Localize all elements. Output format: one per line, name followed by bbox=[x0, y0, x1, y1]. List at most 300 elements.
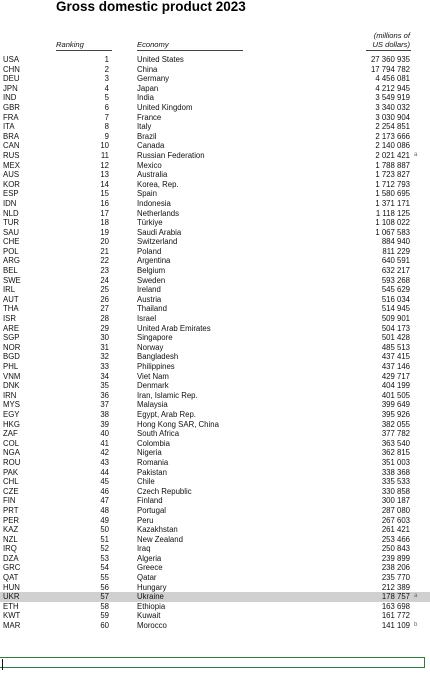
economy-name: Egypt, Arab Rep. bbox=[137, 409, 196, 419]
table-row[interactable] bbox=[0, 199, 430, 209]
footnote-marker: b bbox=[414, 622, 418, 629]
economy-name: Finland bbox=[137, 496, 163, 506]
economy-code: GBR bbox=[3, 102, 20, 112]
gdp-value: 504 173 bbox=[381, 323, 410, 333]
gdp-value: 163 698 bbox=[381, 601, 410, 611]
rank-cell: 5 bbox=[104, 93, 109, 103]
rank-cell: 4 bbox=[104, 83, 109, 93]
economy-code: IRL bbox=[3, 285, 16, 295]
rank-cell: 40 bbox=[100, 429, 109, 439]
selected-row-outline bbox=[0, 657, 425, 668]
table-row[interactable] bbox=[0, 400, 430, 410]
gdp-value: 401 505 bbox=[381, 390, 410, 400]
table-row[interactable] bbox=[0, 151, 430, 161]
economy-name: Kazakhstan bbox=[137, 525, 178, 535]
rank-cell: 30 bbox=[100, 333, 109, 343]
economy-code: BGD bbox=[3, 352, 20, 362]
economy-code: EGY bbox=[3, 409, 20, 419]
economy-name: Argentina bbox=[137, 256, 171, 266]
gdp-value: 1 580 695 bbox=[375, 189, 410, 199]
economy-code: PRT bbox=[3, 505, 19, 515]
rank-cell: 59 bbox=[100, 611, 109, 621]
rank-cell: 60 bbox=[100, 621, 109, 631]
economy-code: POL bbox=[3, 246, 19, 256]
economy-name: Bangladesh bbox=[137, 352, 179, 362]
footnote-marker: a bbox=[414, 151, 418, 158]
economy-code: KWT bbox=[3, 611, 21, 621]
economy-name: Singapore bbox=[137, 333, 173, 343]
gdp-value: 516 034 bbox=[381, 294, 410, 304]
table-row[interactable] bbox=[0, 448, 430, 458]
gdp-value: 437 415 bbox=[381, 352, 410, 362]
table-row[interactable] bbox=[0, 333, 430, 343]
rank-cell: 6 bbox=[104, 102, 109, 112]
economy-name: Belgium bbox=[137, 266, 166, 276]
gdp-value: 1 118 125 bbox=[375, 208, 410, 218]
economy-code: IRQ bbox=[3, 544, 17, 554]
economy-name: Ethiopia bbox=[137, 601, 166, 611]
economy-name: Germany bbox=[137, 74, 170, 84]
rank-cell: 57 bbox=[100, 592, 109, 602]
rank-cell: 29 bbox=[100, 323, 109, 333]
gdp-value: 300 187 bbox=[381, 496, 410, 506]
economy-code: ZAF bbox=[3, 429, 18, 439]
rank-cell: 25 bbox=[100, 285, 109, 295]
economy-name: Romania bbox=[137, 457, 169, 467]
economy-name: Colombia bbox=[137, 438, 170, 448]
economy-name: Iraq bbox=[137, 544, 151, 554]
table-row[interactable] bbox=[0, 429, 430, 439]
table-row[interactable] bbox=[0, 276, 430, 286]
economy-code: VNM bbox=[3, 371, 21, 381]
economy-name: Hungary bbox=[137, 582, 167, 592]
economy-code: USA bbox=[3, 55, 20, 64]
table-row[interactable] bbox=[0, 420, 430, 430]
economy-name: United States bbox=[137, 55, 184, 64]
units-header-line1: (millions of bbox=[373, 31, 410, 40]
gdp-value: 429 717 bbox=[381, 371, 410, 381]
rank-cell: 32 bbox=[100, 352, 109, 362]
table-row[interactable] bbox=[0, 468, 430, 478]
economy-name: Mexico bbox=[137, 160, 162, 170]
rank-cell: 56 bbox=[100, 582, 109, 592]
gdp-table bbox=[0, 55, 430, 631]
economy-code: FRA bbox=[3, 112, 19, 122]
economy-name: Viet Nam bbox=[137, 371, 169, 381]
gdp-value: 17 794 782 bbox=[370, 64, 410, 74]
table-row[interactable] bbox=[0, 487, 430, 497]
rank-cell: 7 bbox=[104, 112, 109, 122]
economy-name: Australia bbox=[137, 170, 168, 180]
table-row[interactable] bbox=[0, 372, 430, 382]
economy-name: Ireland bbox=[137, 285, 161, 295]
economy-code: GRC bbox=[3, 563, 21, 573]
rank-cell: 45 bbox=[100, 477, 109, 487]
economy-name: United Arab Emirates bbox=[137, 323, 211, 333]
rank-cell: 18 bbox=[100, 218, 109, 228]
rank-cell: 48 bbox=[100, 505, 109, 515]
table-row[interactable] bbox=[0, 55, 430, 65]
economy-code: DNK bbox=[3, 381, 20, 391]
economy-code: IND bbox=[3, 93, 17, 103]
rank-cell: 38 bbox=[100, 409, 109, 419]
gdp-value: 3 030 904 bbox=[375, 112, 410, 122]
table-row[interactable] bbox=[0, 141, 430, 151]
economy-code: IRN bbox=[3, 390, 17, 400]
gdp-value: 335 533 bbox=[381, 477, 410, 487]
economy-code: ESP bbox=[3, 189, 19, 199]
economy-code: KAZ bbox=[3, 525, 19, 535]
gdp-value: 1 067 583 bbox=[375, 227, 410, 237]
rank-cell: 2 bbox=[104, 64, 109, 74]
economy-code: HUN bbox=[3, 582, 20, 592]
gdp-value: 238 206 bbox=[381, 563, 410, 573]
economy-code: SWE bbox=[3, 275, 21, 285]
gdp-value: 1 712 793 bbox=[375, 179, 410, 189]
table-row[interactable] bbox=[0, 209, 430, 219]
economy-code: DZA bbox=[3, 553, 19, 563]
economy-name: Sweden bbox=[137, 275, 166, 285]
rank-cell: 41 bbox=[100, 438, 109, 448]
economy-name: Saudi Arabia bbox=[137, 227, 182, 237]
economy-name: Nigeria bbox=[137, 448, 162, 458]
economy-name: Israel bbox=[137, 314, 157, 324]
table-row[interactable] bbox=[0, 391, 430, 401]
economy-code: QAT bbox=[3, 573, 19, 583]
table-row[interactable] bbox=[0, 324, 430, 334]
rank-cell: 39 bbox=[100, 419, 109, 429]
table-row[interactable] bbox=[0, 295, 430, 305]
economy-code: RUS bbox=[3, 150, 20, 160]
rank-cell: 37 bbox=[100, 400, 109, 410]
rank-cell: 3 bbox=[104, 74, 109, 84]
rank-cell: 1 bbox=[104, 55, 109, 64]
rank-cell: 28 bbox=[100, 314, 109, 324]
gdp-value: 2 140 086 bbox=[375, 141, 410, 151]
table-row[interactable] bbox=[0, 525, 430, 535]
gdp-value: 178 757 bbox=[381, 592, 410, 602]
economy-code: THA bbox=[3, 304, 19, 314]
table-row[interactable] bbox=[0, 247, 430, 257]
table-row[interactable] bbox=[0, 180, 430, 190]
units-header-line2: US dollars) bbox=[372, 40, 410, 49]
rank-cell: 36 bbox=[100, 390, 109, 400]
gdp-value: 593 268 bbox=[381, 275, 410, 285]
table-row[interactable] bbox=[0, 563, 430, 573]
table-row[interactable] bbox=[0, 93, 430, 103]
economy-code: TUR bbox=[3, 218, 20, 228]
rank-cell: 51 bbox=[100, 534, 109, 544]
gdp-value: 212 389 bbox=[381, 582, 410, 592]
economy-code: ITA bbox=[3, 122, 15, 132]
ranking-header-underline bbox=[56, 50, 112, 51]
economy-name: Russian Federation bbox=[137, 150, 205, 160]
rank-cell: 9 bbox=[104, 131, 109, 141]
economy-name: Portugal bbox=[137, 505, 167, 515]
gdp-value: 632 217 bbox=[381, 266, 410, 276]
economy-name: France bbox=[137, 112, 162, 122]
economy-name: Malaysia bbox=[137, 400, 168, 410]
table-row[interactable] bbox=[0, 228, 430, 238]
economy-code: CAN bbox=[3, 141, 20, 151]
gdp-value: 161 772 bbox=[381, 611, 410, 621]
table-row[interactable] bbox=[0, 362, 430, 372]
rank-cell: 12 bbox=[100, 160, 109, 170]
economy-name: Philippines bbox=[137, 362, 175, 371]
economy-name: China bbox=[137, 64, 158, 74]
economy-name: Norway bbox=[137, 342, 164, 352]
table-row[interactable] bbox=[0, 621, 430, 631]
table-row[interactable] bbox=[0, 65, 430, 75]
table-row[interactable] bbox=[0, 84, 430, 94]
table-row[interactable] bbox=[0, 496, 430, 506]
economy-code: CHE bbox=[3, 237, 20, 247]
table-row[interactable] bbox=[0, 218, 430, 228]
table-row[interactable] bbox=[0, 122, 430, 132]
rank-cell: 17 bbox=[100, 208, 109, 218]
table-row[interactable] bbox=[0, 544, 430, 554]
rank-cell: 26 bbox=[100, 294, 109, 304]
rank-cell: 23 bbox=[100, 266, 109, 276]
rank-cell: 35 bbox=[100, 381, 109, 391]
gdp-value: 3 340 032 bbox=[375, 102, 410, 112]
rank-cell: 49 bbox=[100, 515, 109, 525]
economy-name: Italy bbox=[137, 122, 152, 132]
economy-name: Netherlands bbox=[137, 208, 180, 218]
economy-header-underline bbox=[137, 50, 243, 51]
gdp-value: 239 899 bbox=[381, 553, 410, 563]
economy-code: PAK bbox=[3, 467, 19, 477]
economy-code: BRA bbox=[3, 131, 20, 141]
gdp-value: 1 108 022 bbox=[375, 218, 410, 228]
economy-code: KOR bbox=[3, 179, 20, 189]
economy-name: Algeria bbox=[137, 553, 162, 563]
rank-cell: 55 bbox=[100, 573, 109, 583]
table-row[interactable] bbox=[0, 506, 430, 516]
gdp-value: 811 229 bbox=[382, 246, 410, 256]
table-row[interactable] bbox=[0, 161, 430, 171]
economy-name: Switzerland bbox=[137, 237, 178, 247]
economy-name: New Zealand bbox=[137, 534, 183, 544]
gdp-value: 267 603 bbox=[381, 515, 410, 525]
economy-name: Japan bbox=[137, 83, 159, 93]
economy-name: Hong Kong SAR, China bbox=[137, 419, 219, 429]
rank-cell: 44 bbox=[100, 467, 109, 477]
gdp-value: 3 549 919 bbox=[375, 93, 410, 103]
economy-code: MEX bbox=[3, 160, 20, 170]
page-title: Gross domestic product 2023 bbox=[56, 0, 246, 14]
rank-cell: 20 bbox=[100, 237, 109, 247]
table-row[interactable] bbox=[0, 516, 430, 526]
economy-code: AUS bbox=[3, 170, 20, 180]
table-row[interactable] bbox=[0, 132, 430, 142]
rank-cell: 50 bbox=[100, 525, 109, 535]
economy-name: Canada bbox=[137, 141, 165, 151]
gdp-value: 250 843 bbox=[381, 544, 410, 554]
rank-cell: 33 bbox=[100, 362, 109, 371]
table-row[interactable] bbox=[0, 103, 430, 113]
rank-cell: 54 bbox=[100, 563, 109, 573]
gdp-value: 640 591 bbox=[381, 256, 410, 266]
economy-code: AUT bbox=[3, 294, 19, 304]
table-row[interactable] bbox=[0, 189, 430, 199]
economy-code: PER bbox=[3, 515, 20, 525]
table-row[interactable] bbox=[0, 266, 430, 276]
rank-cell: 13 bbox=[100, 170, 109, 180]
ranking-column-header: Ranking bbox=[56, 40, 84, 49]
rank-cell: 11 bbox=[100, 150, 109, 160]
table-row[interactable] bbox=[0, 477, 430, 487]
economy-name: Kuwait bbox=[137, 611, 161, 621]
table-row[interactable] bbox=[0, 458, 430, 468]
footnote-marker: a bbox=[414, 593, 418, 600]
gdp-value: 351 003 bbox=[381, 457, 410, 467]
table-row[interactable] bbox=[0, 285, 430, 295]
gdp-value: 399 649 bbox=[381, 400, 410, 410]
gdp-value: 363 540 bbox=[381, 438, 410, 448]
economy-code: BEL bbox=[3, 266, 18, 276]
gdp-value: 509 901 bbox=[381, 314, 410, 324]
economy-code: NLD bbox=[3, 208, 19, 218]
economy-name: Chile bbox=[137, 477, 155, 487]
table-row[interactable] bbox=[0, 573, 430, 583]
rank-cell: 53 bbox=[100, 553, 109, 563]
economy-name: Brazil bbox=[137, 131, 157, 141]
gdp-value: 382 055 bbox=[381, 419, 410, 429]
gdp-value: 2 021 421 bbox=[375, 150, 410, 160]
table-row[interactable] bbox=[0, 170, 430, 180]
table-row[interactable] bbox=[0, 583, 430, 593]
economy-code: ARE bbox=[3, 323, 20, 333]
table-row[interactable] bbox=[0, 439, 430, 449]
economy-code: ROU bbox=[3, 457, 21, 467]
table-row[interactable] bbox=[0, 535, 430, 545]
economy-code: CHL bbox=[3, 477, 19, 487]
economy-name: Pakistan bbox=[137, 467, 167, 477]
economy-name: India bbox=[137, 93, 154, 103]
table-row[interactable] bbox=[0, 611, 430, 621]
table-row[interactable] bbox=[0, 74, 430, 84]
table-row[interactable] bbox=[0, 602, 430, 612]
gdp-value: 884 940 bbox=[381, 237, 410, 247]
rank-cell: 34 bbox=[100, 371, 109, 381]
table-row[interactable] bbox=[0, 256, 430, 266]
gdp-value: 395 926 bbox=[381, 409, 410, 419]
rank-cell: 8 bbox=[104, 122, 109, 132]
table-row[interactable] bbox=[0, 352, 430, 362]
gdp-value: 330 858 bbox=[381, 486, 410, 496]
gdp-value: 4 456 081 bbox=[375, 74, 410, 84]
gdp-value: 1 723 827 bbox=[375, 170, 410, 180]
economy-code: FIN bbox=[3, 496, 16, 506]
economy-name: Morocco bbox=[137, 621, 167, 631]
economy-name: Poland bbox=[137, 246, 162, 256]
rank-cell: 21 bbox=[100, 246, 109, 256]
economy-name: Ukraine bbox=[137, 592, 164, 602]
gdp-value: 501 428 bbox=[381, 333, 410, 343]
units-header-underline bbox=[366, 50, 411, 51]
economy-name: Czech Republic bbox=[137, 486, 192, 496]
table-row[interactable] bbox=[0, 592, 430, 602]
economy-code: HKG bbox=[3, 419, 20, 429]
economy-name: Austria bbox=[137, 294, 162, 304]
rank-cell: 10 bbox=[100, 141, 109, 151]
economy-code: NOR bbox=[3, 342, 21, 352]
gdp-value: 437 146 bbox=[381, 362, 410, 371]
gdp-value: 261 421 bbox=[381, 525, 410, 535]
economy-code: CHN bbox=[3, 64, 20, 74]
table-row[interactable] bbox=[0, 314, 430, 324]
gdp-value: 27 360 935 bbox=[370, 55, 410, 64]
economy-code: COL bbox=[3, 438, 20, 448]
economy-code: MAR bbox=[3, 621, 21, 631]
economy-code: SGP bbox=[3, 333, 20, 343]
economy-code: IDN bbox=[3, 198, 17, 208]
table-row[interactable] bbox=[0, 113, 430, 123]
rank-cell: 27 bbox=[100, 304, 109, 314]
gdp-value: 4 212 945 bbox=[375, 83, 410, 93]
economy-name: Iran, Islamic Rep. bbox=[137, 390, 198, 400]
economy-name: Thailand bbox=[137, 304, 167, 314]
gdp-value: 377 782 bbox=[381, 429, 410, 439]
economy-code: CZE bbox=[3, 486, 19, 496]
gdp-value: 485 513 bbox=[381, 342, 410, 352]
rank-cell: 47 bbox=[100, 496, 109, 506]
economy-name: South Africa bbox=[137, 429, 180, 439]
rank-cell: 58 bbox=[100, 601, 109, 611]
economy-code: JPN bbox=[3, 83, 18, 93]
economy-code: ISR bbox=[3, 314, 16, 324]
economy-code: ARG bbox=[3, 256, 20, 266]
rank-cell: 46 bbox=[100, 486, 109, 496]
rank-cell: 31 bbox=[100, 342, 109, 352]
rank-cell: 22 bbox=[100, 256, 109, 266]
gdp-value: 404 199 bbox=[381, 381, 410, 391]
economy-code: NGA bbox=[3, 448, 20, 458]
table-row[interactable] bbox=[0, 554, 430, 564]
rank-cell: 24 bbox=[100, 275, 109, 285]
table-row[interactable] bbox=[0, 381, 430, 391]
gdp-value: 2 173 666 bbox=[375, 131, 410, 141]
economy-code: DEU bbox=[3, 74, 20, 84]
economy-code: NZL bbox=[3, 534, 18, 544]
table-row[interactable] bbox=[0, 343, 430, 353]
gdp-value: 287 080 bbox=[381, 505, 410, 515]
economy-name: Qatar bbox=[137, 573, 157, 583]
economy-name: Korea, Rep. bbox=[137, 179, 179, 189]
gdp-value: 338 368 bbox=[381, 467, 410, 477]
rank-cell: 42 bbox=[100, 448, 109, 458]
economy-code: ETH bbox=[3, 601, 19, 611]
rank-cell: 19 bbox=[100, 227, 109, 237]
economy-code: PHL bbox=[3, 362, 19, 371]
gdp-value: 235 770 bbox=[381, 573, 410, 583]
table-row[interactable] bbox=[0, 237, 430, 247]
table-row[interactable] bbox=[0, 410, 430, 420]
economy-name: Denmark bbox=[137, 381, 169, 391]
rank-cell: 16 bbox=[100, 198, 109, 208]
gdp-value: 2 254 851 bbox=[375, 122, 410, 132]
gdp-value: 545 629 bbox=[381, 285, 410, 295]
rank-cell: 15 bbox=[100, 189, 109, 199]
gdp-value: 253 466 bbox=[381, 534, 410, 544]
text-cursor bbox=[2, 659, 3, 670]
economy-column-header: Economy bbox=[137, 40, 169, 49]
table-row[interactable] bbox=[0, 304, 430, 314]
rank-cell: 14 bbox=[100, 179, 109, 189]
economy-code: MYS bbox=[3, 400, 20, 410]
economy-name: Greece bbox=[137, 563, 163, 573]
